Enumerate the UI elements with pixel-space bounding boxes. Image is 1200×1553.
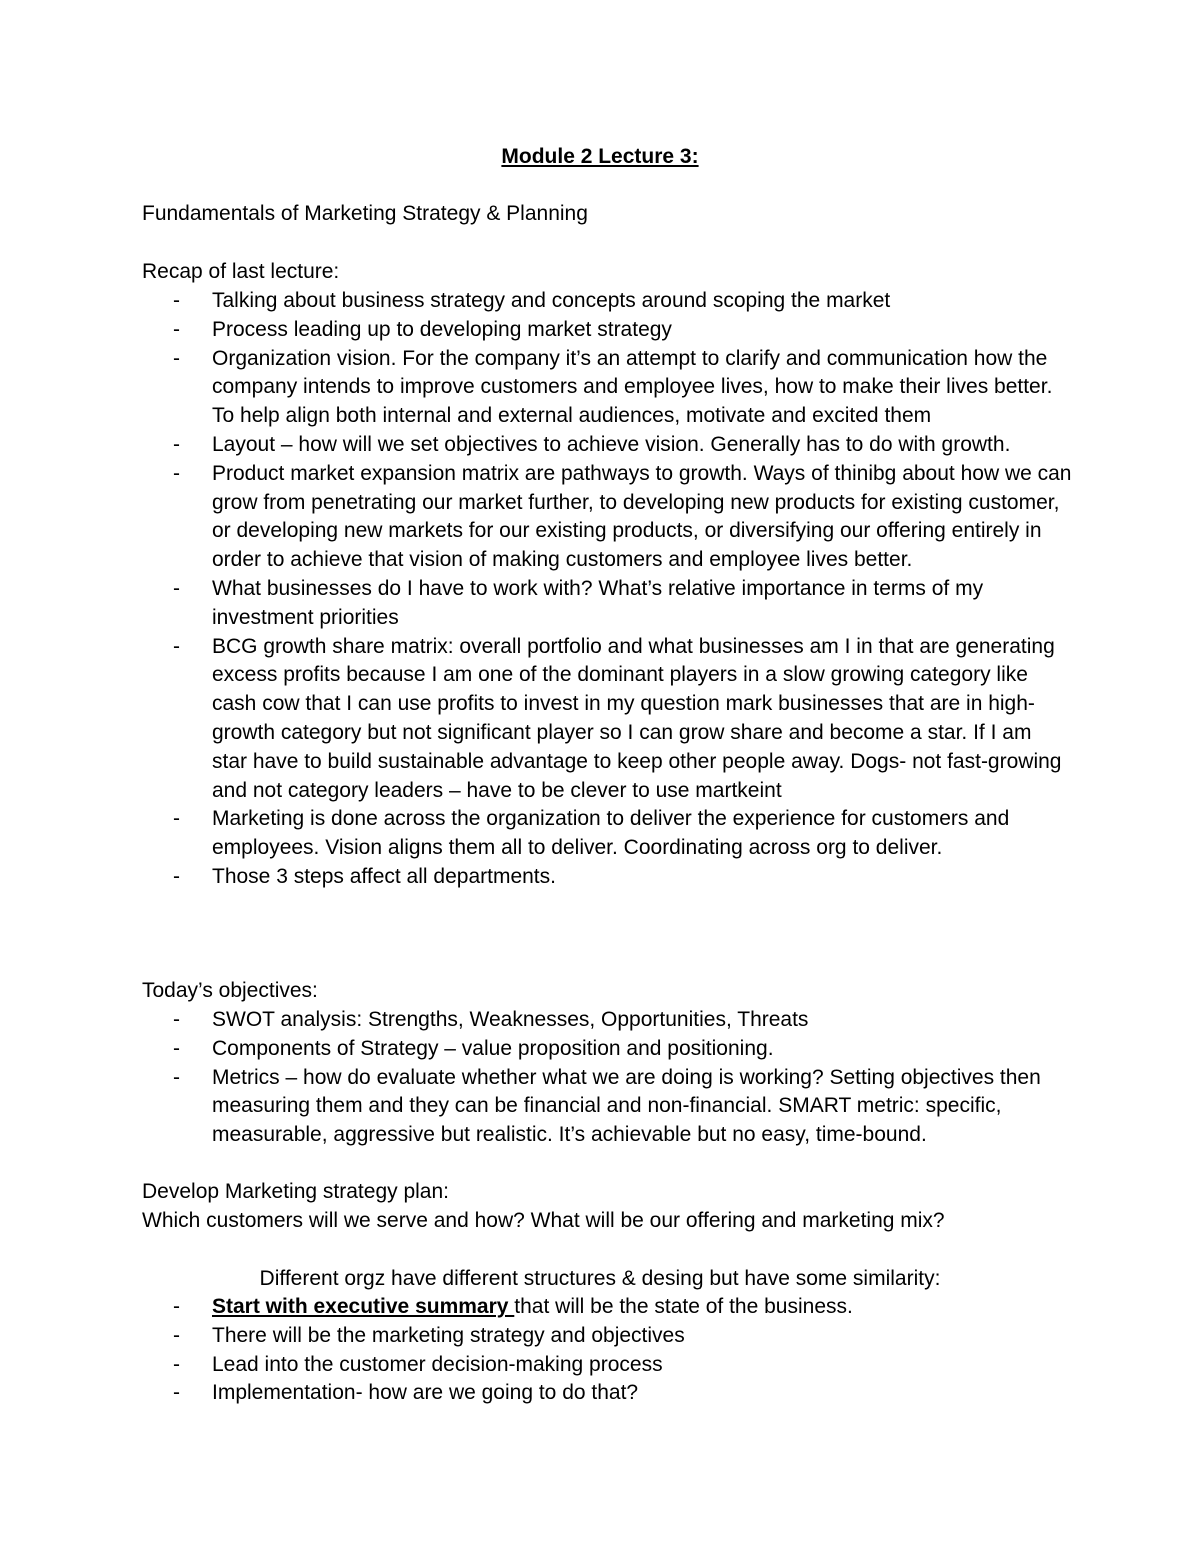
objectives-list (0, 1006, 1072, 1150)
list-item-text: Organization vision. For the company it’s an attempt to clarify and communication how the company intends to improve customers and employee lives, how to make their lives better. To help align both internal and external audiences, motivate and excited them (212, 346, 1053, 428)
list-item (0, 1293, 1072, 1322)
bullet-dash: - (173, 461, 180, 485)
list-item-text: What businesses do I have to work with? What’s relative importance in terms of my investment priorities (212, 576, 984, 629)
structure-intro: Different orgz have different structures & desing but have some similarity: (259, 1267, 941, 1290)
list-item (0, 805, 1072, 863)
list-item-text: Lead into the customer decision-making process (212, 1352, 663, 1376)
list-item (0, 633, 1072, 806)
list-item (0, 575, 1072, 633)
list-item (0, 1035, 1072, 1064)
bullet-dash: - (173, 864, 180, 888)
bullet-dash: - (173, 1295, 180, 1318)
objectives-heading: Today’s objectives: (142, 979, 318, 1002)
bullet-dash: - (173, 289, 180, 312)
list-item (0, 460, 1072, 575)
executive-summary-emphasis: Start with executive summary (212, 1295, 515, 1318)
list-item-text: BCG growth share matrix: overall portfolio and what businesses am I in that are generating excess profits because I am one of the dominant players in a slow growing category like cash cow that I can use profits to invest in my question mark businesses that are in high-growth category but not significant player so I can grow share and become a star. If I am star have to build sustainable advantage to keep other people away. Dogs- not fast-growing and not category leaders – have to be clever to use martkeint (212, 634, 1062, 802)
bullet-dash: - (173, 346, 180, 370)
list-item-text: Layout – how will we set objectives to achieve vision. Generally has to do with growth. (212, 432, 1011, 456)
list-item-text: that will be the state of the business. (514, 1295, 853, 1318)
list-item (0, 287, 1072, 316)
list-item (0, 1064, 1072, 1150)
list-item (0, 863, 1072, 892)
list-item-text: Talking about business strategy and concepts around scoping the market (212, 289, 891, 312)
list-item-text: Components of Strategy – value proposition and positioning. (212, 1036, 774, 1060)
list-item (0, 431, 1072, 460)
list-item (0, 1006, 1072, 1035)
recap-list (0, 287, 1072, 892)
list-item (0, 1351, 1072, 1380)
bullet-dash: - (173, 432, 180, 456)
list-item (0, 1322, 1072, 1351)
list-item-text: Process leading up to developing market strategy (212, 317, 672, 341)
bullet-dash: - (173, 1065, 180, 1089)
bullet-dash: - (173, 1352, 180, 1376)
bullet-dash: - (173, 1323, 180, 1347)
list-item (0, 1379, 1072, 1408)
bullet-dash: - (173, 807, 180, 831)
list-item (0, 345, 1072, 431)
recap-heading: Recap of last lecture: (142, 260, 340, 283)
bullet-dash: - (173, 1008, 180, 1031)
document-subtitle: Fundamentals of Marketing Strategy & Planning (142, 202, 588, 225)
plan-question: Which customers will we serve and how? What will be our offering and marketing mix? (142, 1209, 945, 1232)
bullet-dash: - (173, 317, 180, 341)
bullet-dash: - (173, 1381, 180, 1405)
list-item-text: Marketing is done across the organization to deliver the experience for customers and employees. Vision aligns them all to deliver. Coordinating across org to deliver. (212, 807, 1010, 860)
bullet-dash: - (173, 576, 180, 600)
list-item-text: Product market expansion matrix are pathways to growth. Ways of thinibg about how we can grow from penetrating our market further, to developing new products for existing customer, or developing new markets for our existing products, or diversifying our offering entirely in order to achieve that vision of making customers and employee lives better. (212, 461, 1072, 572)
page-title: Module 2 Lecture 3: (501, 145, 699, 168)
structure-list (0, 1293, 1072, 1408)
list-item-text: There will be the marketing strategy and objectives (212, 1323, 685, 1347)
list-item-text: SWOT analysis: Strengths, Weaknesses, Opportunities, Threats (212, 1008, 809, 1031)
bullet-dash: - (173, 1036, 180, 1060)
list-item (0, 316, 1072, 345)
list-item-text: Metrics – how do evaluate whether what we are doing is working? Setting objectives then measuring them and they can be financial and non-financial. SMART metric: specific, measurable, aggressive but realistic. It’s achievable but no easy, time-bound. (212, 1065, 1041, 1147)
plan-heading: Develop Marketing strategy plan: (142, 1180, 449, 1203)
bullet-dash: - (173, 634, 180, 658)
list-item-text: Implementation- how are we going to do that? (212, 1381, 639, 1405)
list-item-text: Those 3 steps affect all departments. (212, 864, 556, 888)
